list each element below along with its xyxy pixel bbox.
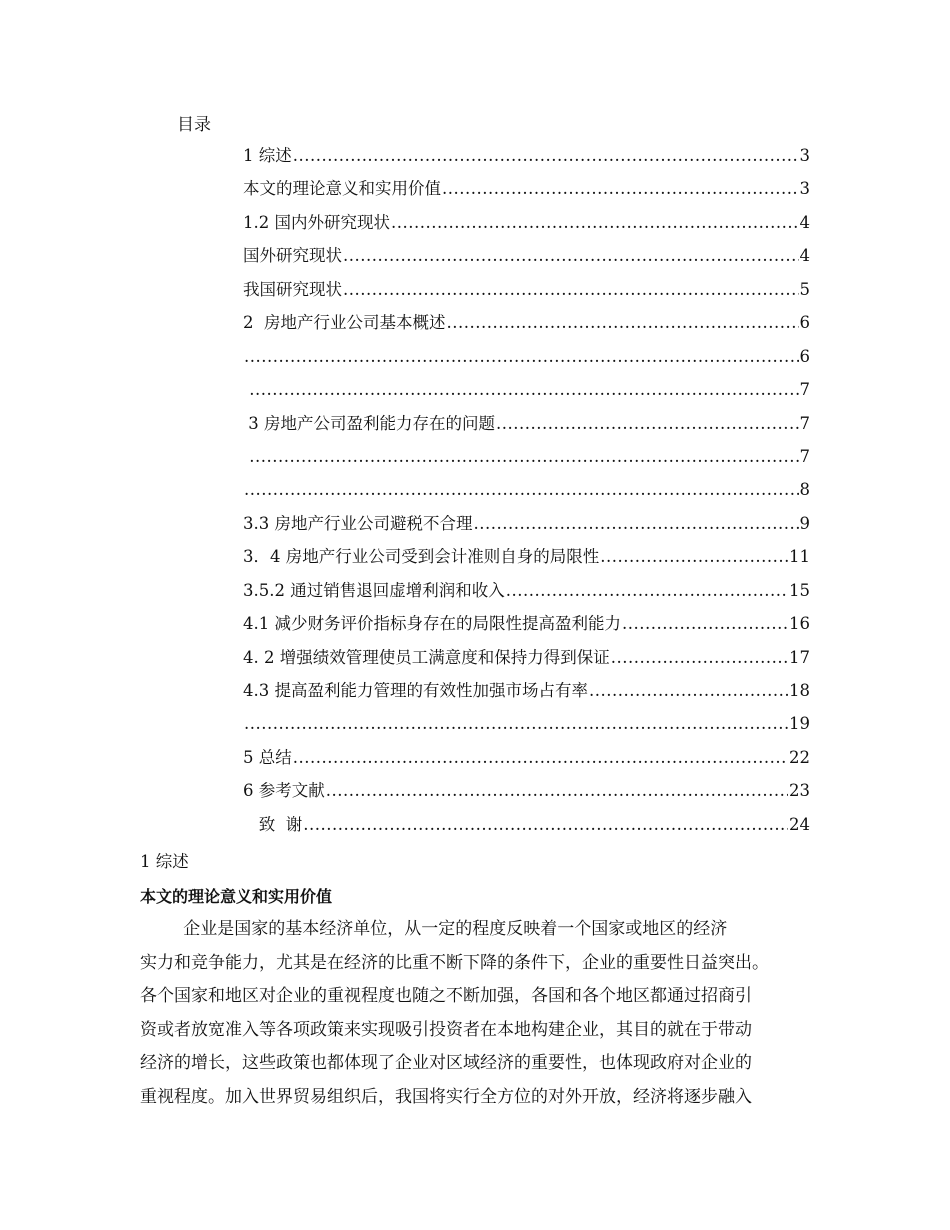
toc-entry[interactable] <box>243 445 810 478</box>
toc-title: 目录 <box>177 115 211 135</box>
toc-entry[interactable] <box>243 244 810 277</box>
toc-dot-leader <box>447 311 799 335</box>
toc-dot-leader <box>600 545 788 569</box>
toc-entry[interactable] <box>243 545 810 578</box>
toc-page-number: 16 <box>789 614 810 634</box>
toc-entry-text: 我国研究现状 <box>243 279 342 299</box>
toc-entry[interactable] <box>243 412 810 445</box>
toc-dot-leader <box>249 445 798 469</box>
paragraph-line: 实力和竞争能力，尤其是在经济的比重不断下降的条件下，企业的重要性日益突出。 <box>140 952 769 973</box>
toc-entry-text <box>243 445 248 469</box>
toc-entry[interactable] <box>243 378 810 411</box>
toc-page-number: 24 <box>789 814 810 834</box>
toc-entry-text: 4.3 提高盈利能力管理的有效性加强市场占有率 <box>243 681 588 700</box>
toc-entry-text: 6 参考文献 <box>243 781 325 801</box>
toc-entry-text: 3 房地产公司盈利能力存在的问题 <box>243 413 495 433</box>
table-of-contents <box>243 144 810 846</box>
toc-entry[interactable] <box>243 345 810 378</box>
toc-entry-text <box>243 378 248 402</box>
toc-page-number: 3 <box>799 179 810 199</box>
toc-dot-leader <box>442 177 799 201</box>
toc-dot-leader <box>611 646 788 670</box>
paragraph-line: 企业是国家的基本经济单位，从一定的程度反映着一个国家或地区的经济 <box>140 919 728 939</box>
toc-page-number: 3 <box>799 146 810 165</box>
toc-page-number: 6 <box>799 346 810 366</box>
toc-page-number: 18 <box>789 681 810 700</box>
toc-entry[interactable] <box>243 144 810 177</box>
toc-page-number: 19 <box>789 714 810 734</box>
toc-dot-leader <box>589 679 788 703</box>
toc-entry-text: 本文的理论意义和实用价值 <box>243 179 441 199</box>
toc-page-number: 7 <box>799 446 810 466</box>
toc-dot-leader <box>244 345 799 369</box>
toc-page-number: 22 <box>789 747 810 767</box>
paragraph-line: 资或者放宽准入等各项政策来实现吸引投资者在本地构建企业，其目的就在于带动 <box>140 1019 752 1040</box>
toc-entry-text: 国外研究现状 <box>243 246 342 266</box>
toc-dot-leader <box>293 144 799 168</box>
body-paragraph <box>140 913 820 1115</box>
toc-entry-text: 1.2 国内外研究现状 <box>243 212 390 232</box>
toc-entry[interactable] <box>243 579 810 612</box>
toc-dot-leader <box>249 378 798 402</box>
toc-dot-leader <box>326 779 788 803</box>
toc-entry-text: 5 总结 <box>243 747 292 767</box>
toc-entry[interactable] <box>243 478 810 511</box>
toc-entry-text: 2 房地产行业公司基本概述 <box>243 313 446 333</box>
toc-dot-leader <box>343 278 799 302</box>
toc-entry-text: 3．4 房地产行业公司受到会计准则自身的局限性 <box>243 547 600 567</box>
toc-dot-leader <box>496 412 799 436</box>
toc-entry[interactable] <box>243 311 810 344</box>
toc-page-number: 6 <box>799 313 810 333</box>
toc-page-number: 9 <box>799 513 810 533</box>
toc-page-number: 15 <box>789 580 810 600</box>
toc-page-number: 7 <box>799 413 810 433</box>
toc-entry[interactable] <box>243 177 810 210</box>
toc-page-number: 11 <box>789 547 810 567</box>
toc-page-number: 17 <box>789 647 810 667</box>
toc-page-number: 4 <box>799 246 810 266</box>
toc-entry[interactable] <box>243 612 810 645</box>
toc-page-number: 8 <box>799 480 810 500</box>
paragraph-line: 各个国家和地区对企业的重视程度也随之不断加强，各国和各个地区都通过招商引 <box>140 986 752 1007</box>
toc-entry[interactable] <box>243 712 810 745</box>
section-heading: 1 综述 <box>140 852 189 871</box>
toc-dot-leader <box>391 211 799 235</box>
toc-dot-leader <box>293 746 788 770</box>
toc-entry[interactable] <box>243 679 810 712</box>
toc-page-number: 7 <box>799 380 810 400</box>
toc-entry[interactable] <box>243 813 810 846</box>
toc-dot-leader <box>244 712 788 736</box>
toc-page-number: 4 <box>799 212 810 232</box>
toc-entry[interactable] <box>243 211 810 244</box>
toc-page-number: 5 <box>799 279 810 299</box>
toc-entry-text: 3.5.2 通过销售退回虚增利润和收入 <box>243 580 505 600</box>
toc-entry-text: 1 综述 <box>243 146 292 165</box>
toc-dot-leader <box>506 579 788 603</box>
toc-entry[interactable] <box>243 278 810 311</box>
section-subheading: 本文的理论意义和实用价值 <box>140 887 333 906</box>
toc-entry[interactable] <box>243 512 810 545</box>
toc-dot-leader <box>343 244 799 268</box>
toc-entry-text: 4. 2 增强绩效管理使员工满意度和保持力得到保证 <box>243 647 610 667</box>
toc-entry[interactable] <box>243 746 810 779</box>
toc-entry-text: 3.3 房地产行业公司避税不合理 <box>243 513 473 533</box>
toc-entry-text: 致 谢 <box>243 814 303 834</box>
toc-entry-text: 4.1 减少财务评价指标身存在的局限性提高盈利能力 <box>243 614 621 634</box>
toc-dot-leader <box>474 512 799 536</box>
toc-page-number: 23 <box>789 781 810 801</box>
toc-entry[interactable] <box>243 779 810 812</box>
toc-dot-leader <box>303 813 788 837</box>
paragraph-line: 经济的增长，这些政策也都体现了企业对区域经济的重要性，也体现政府对企业的 <box>140 1053 752 1074</box>
toc-entry[interactable] <box>243 646 810 679</box>
toc-dot-leader <box>622 612 788 636</box>
paragraph-line: 重视程度。加入世界贸易组织后，我国将实行全方位的对外开放，经济将逐步融入 <box>140 1086 752 1107</box>
toc-dot-leader <box>244 478 799 502</box>
